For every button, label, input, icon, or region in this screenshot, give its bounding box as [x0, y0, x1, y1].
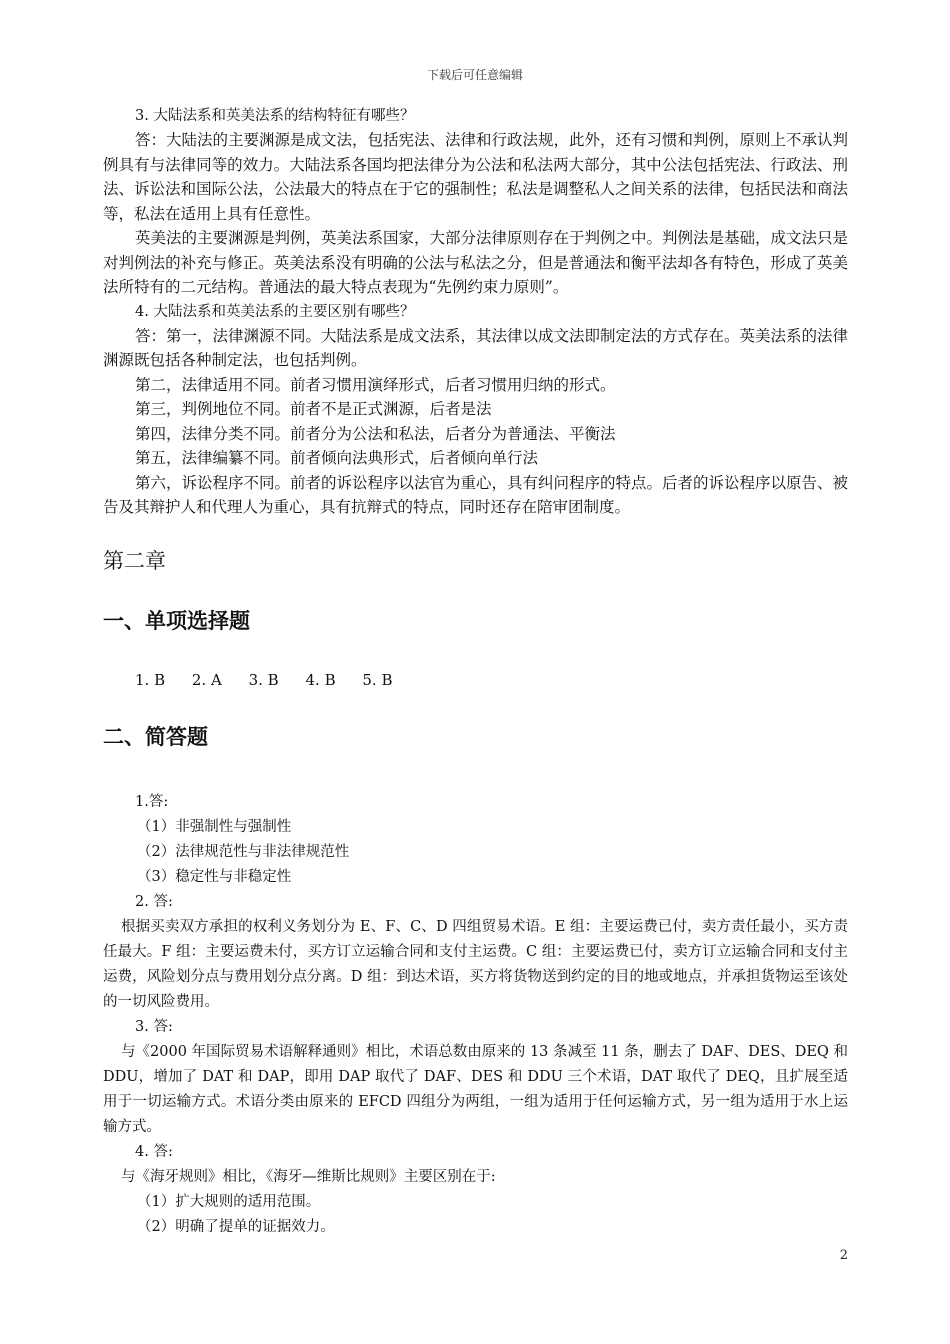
answer-4-paragraph-5: 第五，法律编纂不同。前者倾向法典形式，后者倾向单行法	[135, 449, 539, 467]
answer-4-intro: 与《海牙规则》相比，《海牙—维斯比规则》主要区别在于:	[121, 1168, 496, 1185]
answer-3-paragraph-2: 英美法的主要渊源是判例，英美法系国家，大部分法律原则存在于判例之中。判例法是基础，成文法只是对判例法的补充与修正。英美法系没有明确的公法与私法之分，但是普通法和衡平法却各有特色，形成了英美法所特有的二元结构。普通法的最大特点表现为“先例约束力原则”。	[103, 229, 849, 296]
answer-4-paragraph-2: 第二，法律适用不同。前者习惯用演绎形式，后者习惯用归纳的形式。	[135, 375, 616, 394]
answer-1-item: （1）非强制性与强制性	[137, 818, 292, 835]
answer-1-label: 1.答:	[135, 793, 169, 810]
answer-4-paragraph-1: 答：第一，法律渊源不同。大陆法系是成文法系，其法律以成文法即制定法的方式存在。英美法系的法律渊源既包括各种制定法，也包括判例。	[103, 326, 849, 369]
section-title-short-answer: 二、简答题	[103, 724, 208, 749]
answer-3-label: 3. 答:	[135, 1018, 173, 1035]
question-4: 4. 大陆法系和英美法系的主要区别有哪些？	[135, 303, 415, 320]
answer-1-item: （3）稳定性与非稳定性	[137, 868, 292, 885]
answer-4-paragraph-6: 第六，诉讼程序不同。前者的诉讼程序以法官为重心，具有纠问程序的特点。后者的诉讼程序以原告、被告及其辩护人和代理人为重心，具有抗辩式的特点，同时还存在陪审团制度。	[103, 473, 849, 516]
page-number: 2	[839, 1248, 848, 1263]
chapter-title: 第二章	[103, 548, 166, 573]
answer-2-text: 根据买卖双方承担的权利义务划分为 E、F、C、D 四组贸易术语。E 组：主要运费已付，卖方责任最小，买方责任最大。F 组：主要运费未付，买方订立运输合同和支付主运费。C 组：主要运费已付，卖方订立运输合同和支付主运费，风险划分点与费用划分点分离。D 组：到达术语，买方将货物送到约定的目的地或地点，并承担货物运至该处的一切风险费用。	[103, 918, 848, 1010]
answer-item: 2. A	[191, 670, 222, 689]
section-title-single-choice: 一、单项选择题	[103, 608, 250, 633]
answer-3-paragraph-1: 答：大陆法的主要渊源是成文法，包括宪法、法律和行政法规，此外，还有习惯和判例，原则上不承认判例具有与法律同等的效力。大陆法系各国均把法律分为公法和私法两大部分，其中公法包括宪法、行政法、刑法、诉讼法和国际公法，公法最大的特点在于它的强制性；私法是调整私人之间关系的法律，包括民法和商法等，私法在适用上具有任意性。	[103, 131, 849, 223]
answer-3-text: 与《2000 年国际贸易术语解释通则》相比，术语总数由原来的 13 条减至 11 条，删去了 DAF、DES、DEQ 和 DDU，增加了 DAT 和 DAP，即用 DAP 取代了 DAF、DES 和 DDU 三个术语，DAT 取代了 DEQ，且扩展至适用于一切运输方式。术语分类由原来的 EFCD 四组分为两组，一组为适用于任何运输方式，另一组为适用于水上运输方式。	[103, 1043, 848, 1135]
short-answer-block	[103, 790, 848, 1240]
question-3: 3. 大陆法系和英美法系的结构特征有哪些？	[135, 108, 415, 124]
answer-4-paragraph-3: 第三，判例地位不同。前者不是正式渊源，后者是法	[135, 400, 492, 418]
answer-item: 1. B	[135, 670, 166, 689]
answer-item: 3. B	[248, 670, 279, 689]
answer-key	[135, 668, 848, 692]
answer-4-label: 4. 答:	[135, 1143, 173, 1160]
answer-4-item: （1）扩大规则的适用范围。	[137, 1193, 321, 1210]
answer-item: 4. B	[305, 670, 336, 689]
answer-item: 5. B	[362, 670, 393, 689]
answer-1-item: （2）法律规范性与非法律规范性	[137, 843, 350, 860]
answer-4-paragraph-4: 第四，法律分类不同。前者分为公法和私法，后者分为普通法、平衡法	[135, 424, 616, 443]
page-header: 下载后可任意编辑	[426, 68, 523, 82]
answer-4-item: （2）明确了提单的证据效力。	[137, 1218, 335, 1235]
answer-2-label: 2. 答:	[135, 893, 173, 910]
page-content	[103, 104, 848, 1240]
